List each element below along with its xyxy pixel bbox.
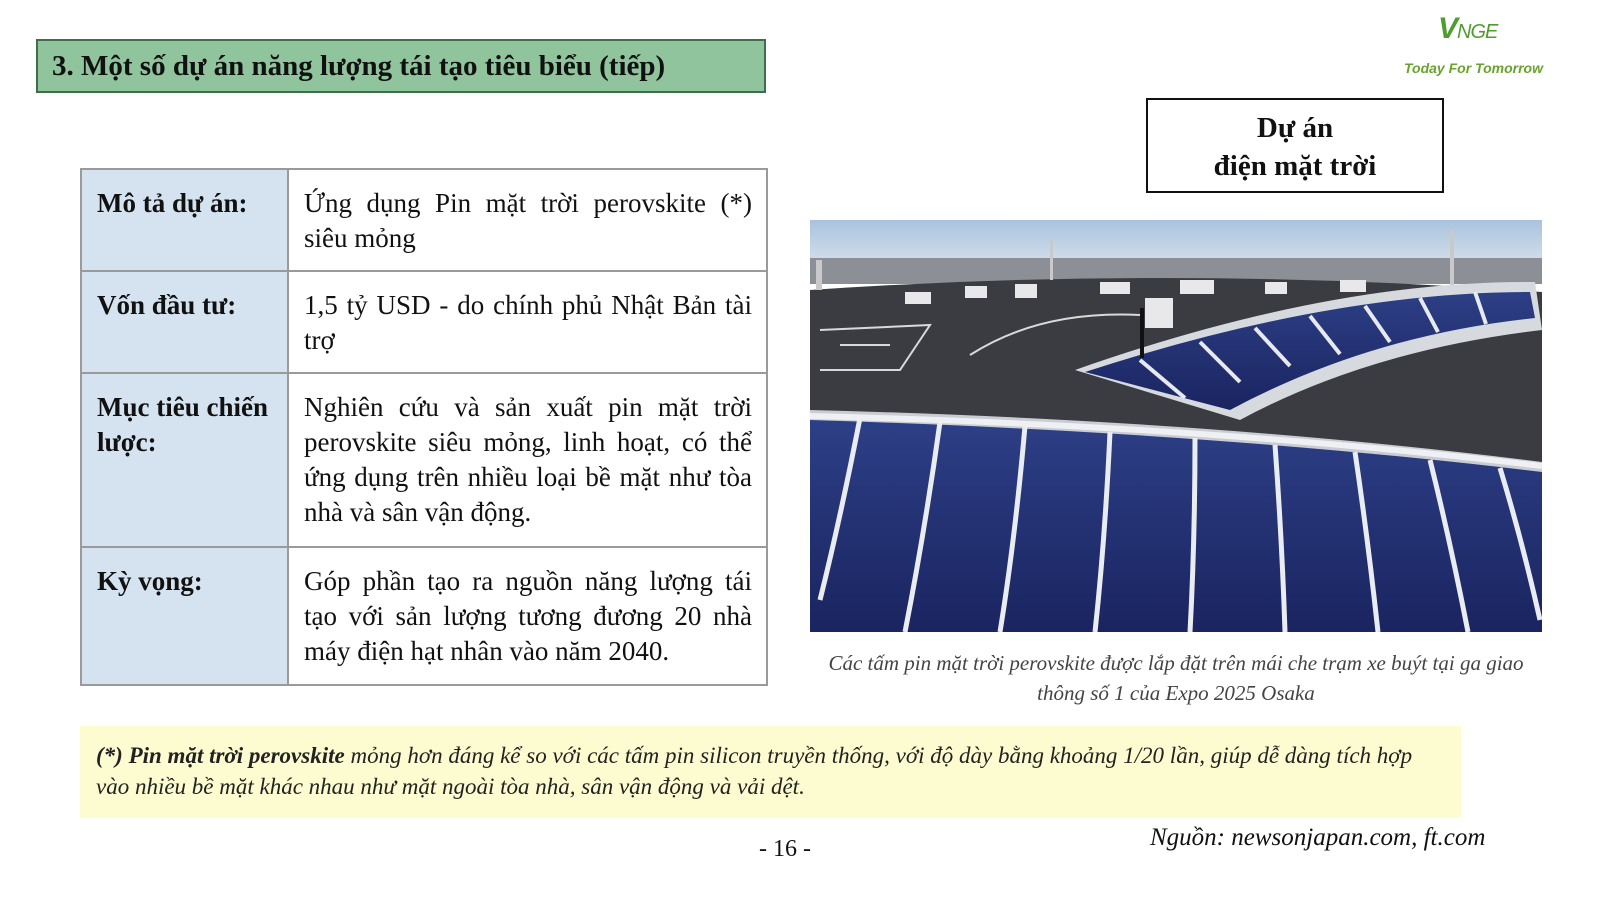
solar-canopy-photo	[810, 220, 1542, 632]
row-value: Nghiên cứu và sản xuất pin mặt trời perovskite siêu mỏng, linh hoạt, có thể ứng dụng trên nhiều loại bề mặt như tòa nhà và sân vận động.	[288, 373, 767, 547]
footnote-term: (*) Pin mặt trời perovskite	[96, 743, 345, 768]
row-value: 1,5 tỷ USD - do chính phủ Nhật Bản tài trợ	[288, 271, 767, 373]
logo-tagline: Today For Tomorrow	[1404, 60, 1543, 76]
page-number: - 16 -	[759, 836, 811, 862]
row-label: Vốn đầu tư:	[81, 271, 288, 373]
logo-mark: VNGE	[1438, 12, 1498, 45]
table-row	[81, 271, 767, 373]
footnote-box	[80, 726, 1461, 818]
row-label: Mô tả dự án:	[81, 169, 288, 271]
row-label: Mục tiêu chiến lược:	[81, 373, 288, 547]
project-type-label	[1146, 98, 1444, 193]
vnge-logo	[1400, 12, 1560, 82]
table-row	[81, 547, 767, 685]
row-value: Góp phần tạo ra nguồn năng lượng tái tạo với sản lượng tương đương 20 nhà máy điện hạt nhân vào năm 2040.	[288, 547, 767, 685]
source-credit: Nguồn: newsonjapan.com, ft.com	[1150, 824, 1486, 851]
row-label: Kỳ vọng:	[81, 547, 288, 685]
project-label-line2: điện mặt trời	[1213, 150, 1377, 182]
row-value: Ứng dụng Pin mặt trời perovskite (*) siêu mỏng	[288, 169, 767, 271]
table-row	[81, 373, 767, 547]
table-row	[81, 169, 767, 271]
project-info-table	[80, 168, 768, 686]
photo-caption: Các tấm pin mặt trời perovskite được lắp đặt trên mái che trạm xe buýt tại ga giao thông số 1 của Expo 2025 Osaka	[828, 651, 1524, 705]
slide-title: 3. Một số dự án năng lượng tái tạo tiêu biểu (tiếp)	[36, 39, 766, 93]
footnote-text: mỏng hơn đáng kể so với các tấm pin silicon truyền thống, với độ dày bằng khoảng 1/20 lần, giúp dễ dàng tích hợp vào nhiều bề mặt khác nhau như mặt ngoài tòa nhà, sân vận động và vải dệt.	[96, 743, 1413, 799]
project-label-line1: Dự án	[1256, 112, 1334, 144]
